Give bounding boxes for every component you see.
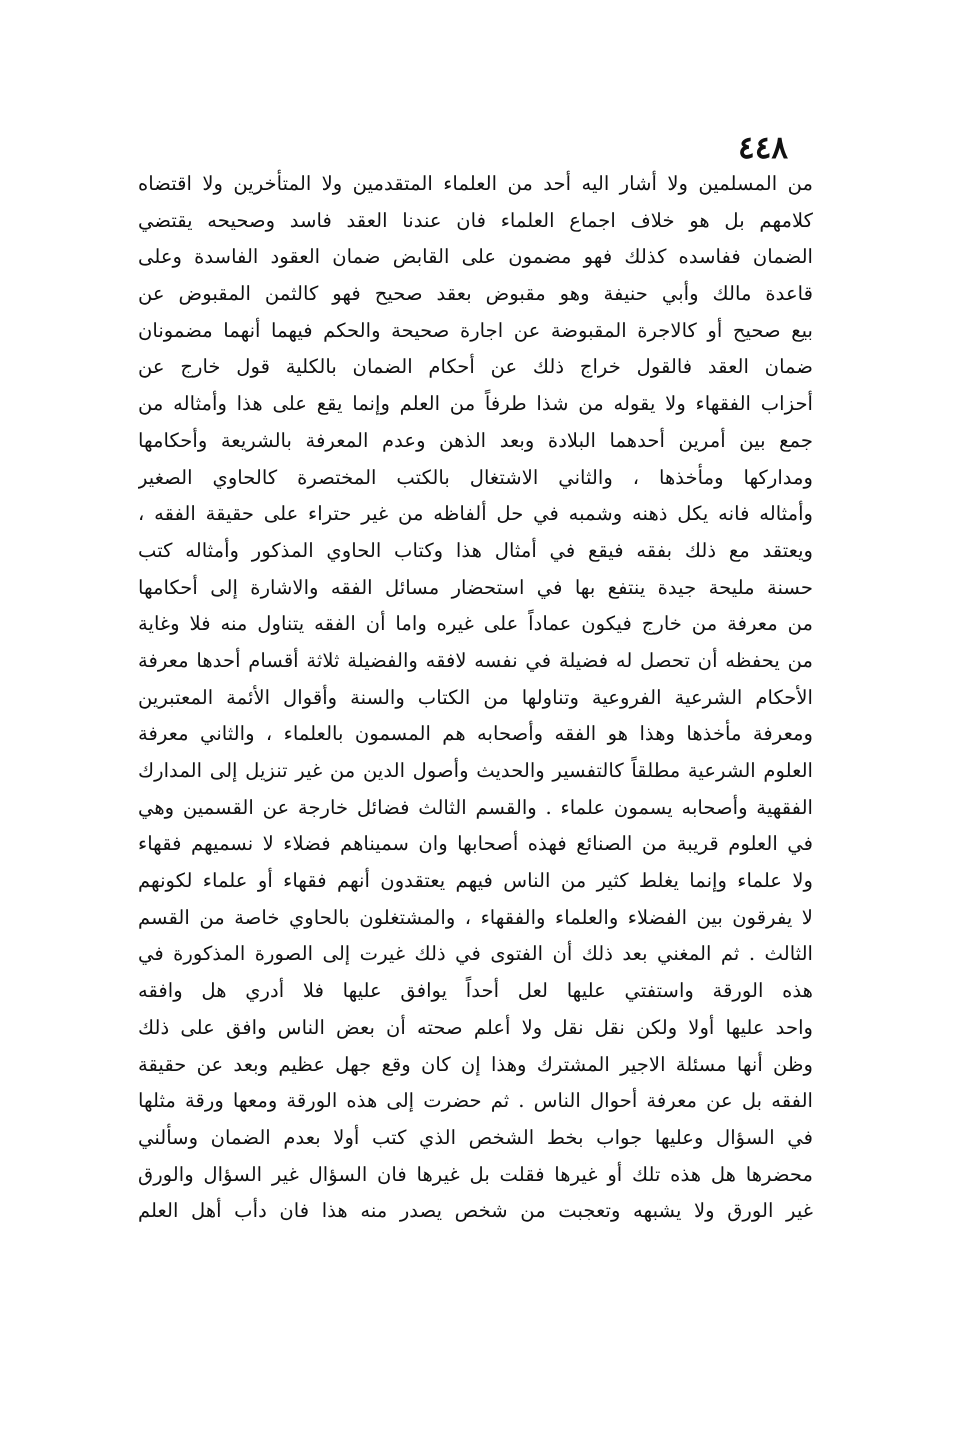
text-line: جمع بين أمرين أحدهما البلادة وبعد الذهن وعدم المعرفة بالشريعة وأحكامها	[138, 428, 813, 452]
text-line: ومعرفة مأخذها وهذا هو الفقه وأصحابه هم المسمون بالعلماء ، والثاني معرفة	[138, 722, 813, 746]
text-line: أحزاب الفقهاء ولا يقوله من شذا طرفاً من العلم وإنما يقع على هذا وأمثاله من	[138, 392, 813, 416]
text-line: من يحفظه أن تحصل له فضيلة في نفسه لافقه والفضيلة ثلاثة أقسام أحدها معرفة	[138, 648, 813, 672]
text-line: غير الورق ولا يشبهه وتعجبت من شخص يصدر منه هذا فان دأب أهل العلم	[138, 1199, 813, 1223]
text-line: الثالث . ثم المغني بعد ذلك أن الفتوى في ذلك غيرت إلى الصورة المذكورة في	[138, 942, 813, 966]
text-line: محضرها هل هذه تلك أو غيرها فقلت بل غيرها فان السؤال غير السؤال والورق	[138, 1162, 813, 1186]
text-line: في السؤال وعليها جواب بخط الشخص الذي كتب أولا بعدم الضمان وسألني	[138, 1125, 813, 1149]
text-line: ومداركها ومأخذها ، والثاني الاشتغال بالكتب المختصرة كالحاوي الصغير	[138, 465, 813, 489]
text-line: من معرفة من خارج فيكون عماداً على غيره واما أن الفقه يتناول منه فلا وغاية	[138, 612, 813, 636]
body-text	[138, 166, 813, 1230]
text-line: حسنة مليحة جيدة ينتفع بها في استحضار مسائل الفقه والاشارة إلى أحكامها	[138, 575, 813, 599]
text-line: الضمان ففاسده كذلك فهو مضمون على القابض ضمان العقود الفاسدة وعلى	[138, 245, 813, 269]
text-line: الفقهية وأصحابه يسمون علماء . والقسم الثالث فضائل خارجة عن القسمين وهي	[138, 795, 813, 819]
text-line: ولا علماء وإنما يغلط كثير من الناس فيهم يعتقدون أنهم فقهاء أو علماء لكونهم	[138, 869, 813, 893]
text-line: ويعتقد مع ذلك بفقه فيقع في أمثال هذا وكتاب الحاوي المذكور وأمثاله كتب	[138, 538, 813, 562]
text-line: وأمثاله فانه يكل ذهنه وشمبه في حل ألفاظه من غير حتراء على حقيقة الفقه ،	[138, 502, 813, 526]
text-line: ضمان العقد فالقول خراج ذلك عن أحكام الضمان بالكلية قول خارج عن	[138, 355, 813, 379]
text-line: العلوم الشرعية مطلقاً كالتفسير والحديث وأصول الدين من غير تنزيل إلى المدارك	[138, 759, 813, 782]
page-number: ٤٤٨	[738, 130, 788, 166]
text-line: الفقه بل عن معرفة أحوال الناس . ثم حضرت إلى هذه الورقة ومعها ورقة مثلها	[138, 1089, 813, 1113]
text-line: وظن أنها مسئلة الاجير المشترك وهذا إن كان وقع جهل عظيم وبعد عن حقيقة	[138, 1052, 813, 1076]
text-line: كلامهم بل هو خلاف اجماع العلماء فان عندنا العقد فاسد وصحيحه يقتضي	[138, 208, 813, 232]
text-line: من المسلمين ولا أشار اليه أحد من العلماء المتقدمين ولا المتأخرين ولا اقتضاه	[138, 172, 813, 195]
text-line: في العلوم قريبة من الصنائع فهذه أصحابها وان سميناهم فضلاء لا نسميهم فقهاء	[138, 832, 813, 856]
text-line: هذه الورقة واستفتي عليها لعل أحداً يوافق عليها فلا أدري هل وافقه	[138, 979, 813, 1003]
text-line: واحد عليها أولا ولكن نقل نقل ولا أعلم صحته أن بعض الناس وافق على ذلك	[138, 1015, 813, 1039]
text-line: قاعدة مالك وأبي حنيفة وهو مقبوض بعقد صحيح فهو كالثمن المقبوض عن	[138, 282, 813, 306]
text-line: الأحكام الشرعية الفروعية وتناولها من الكتاب والسنة وأقوال الأئمة المعتبرين	[138, 685, 813, 709]
text-line: لا يفرقون بين الفضلاء والعلماء والفقهاء ، والمشتغلون بالحاوي خاصة من القسم	[138, 905, 813, 929]
text-line: بيع صحيح أو كالاجرة المقبوضة عن اجارة صحيحة والحكم فيهما أنهما مضمونان	[138, 318, 813, 342]
